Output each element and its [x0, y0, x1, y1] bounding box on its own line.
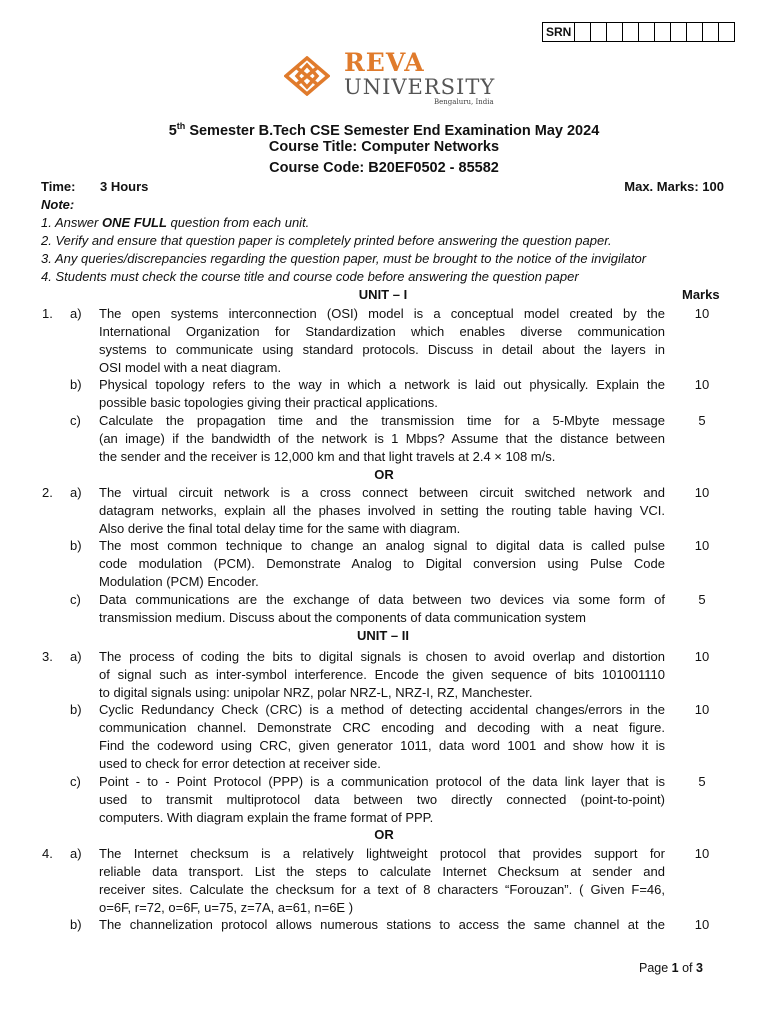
logo-subtitle: UNIVERSITY [344, 75, 496, 99]
university-logo [284, 50, 514, 110]
question-marks: 5 [698, 774, 706, 789]
note-line-2: 2. Verify and ensure that question paper is completely printed before answering the question paper. [41, 233, 612, 248]
part-label: b) [70, 377, 82, 392]
question-text: Cyclic Redundancy Check (CRC) is a method of detecting accidental changes/errors in the communication channel. Demonstrate CRC encoding and decoding with a neat figure. Find the codeword using CRC, given generator 1011, data word 1001 and show how it is used to check for error detection at receiver side. [99, 702, 665, 771]
question-text: Point - to - Point Protocol (PPP) is a communication protocol of the data link layer that is used to transmit multiprotocol data between two directly connected (point-to-point) computers. With diagram explain the frame format of PPP. [99, 774, 665, 825]
question-marks: 10 [694, 702, 710, 717]
question-marks: 10 [694, 485, 710, 500]
srn-cell [655, 23, 671, 41]
part-label: a) [70, 846, 82, 861]
time-label: Time: [41, 179, 76, 194]
max-marks: Max. Marks: 100 [624, 179, 724, 194]
note-line-3: 3. Any queries/discrepancies regarding the question paper, must be brought to the notice of the invigilator [41, 251, 647, 266]
unit-1-heading: UNIT – I [358, 287, 408, 302]
part-label: a) [70, 485, 82, 500]
question-number: 3. [42, 649, 53, 664]
unit-2-heading: UNIT – II [356, 628, 409, 643]
question-number: 4. [42, 846, 53, 861]
question-text: The open systems interconnection (OSI) model is a conceptual model created by the International Organization for Standardization which enables diverse communication systems to communicate using standard protocols. Discuss in detail about the layers in OSI model with a neat diagram. [99, 306, 665, 375]
srn-cell [575, 23, 591, 41]
question-marks: 10 [694, 538, 710, 553]
part-label: c) [70, 592, 81, 607]
question-number: 1. [42, 306, 53, 321]
question-text: The channelization protocol allows numerous stations to access the same channel at the [99, 917, 665, 932]
question-text: Data communications are the exchange of data between two devices via some form of transmission medium. Discuss about the components of data communication system [99, 592, 665, 625]
srn-box [542, 22, 735, 42]
logo-location: Bengaluru, India [434, 98, 494, 106]
question-marks: 10 [694, 917, 710, 932]
question-marks: 10 [694, 377, 710, 392]
srn-cell [607, 23, 623, 41]
question-text: The virtual circuit network is a cross connect between circuit switched network and datagram networks, explain all the phases involved in setting the routing table having VCI. Also derive the final total delay time for the same with diagram. [99, 485, 665, 536]
question-text: The process of coding the bits to digital signals is chosen to avoid overlap and distortion of signal such as inter-symbol interference. Encode the given sequence of bits 101001110 to digital signals using: unipolar NRZ, polar NRZ-L, NRZ-I, RZ, Manchester. [99, 649, 665, 700]
part-label: b) [70, 917, 82, 932]
srn-cell [703, 23, 719, 41]
question-number: 2. [42, 485, 53, 500]
part-label: b) [70, 702, 82, 717]
question-marks: 5 [698, 413, 706, 428]
part-label: a) [70, 649, 82, 664]
exam-title: 5th Semester B.Tech CSE Semester End Examination May 2024 [168, 121, 600, 139]
question-text: Physical topology refers to the way in which a network is laid out physically. Explain the possible basic topologies giving their practical applications. [99, 377, 665, 410]
or-separator: OR [374, 467, 394, 482]
page-indicator: Page 1 of 3 [639, 961, 703, 975]
srn-cell [687, 23, 703, 41]
course-title: Course Title: Computer Networks [268, 139, 500, 155]
question-marks: 5 [698, 592, 706, 607]
logo-name: REVA [344, 48, 425, 77]
or-separator: OR [374, 827, 394, 842]
time-value: 3 Hours [100, 179, 149, 194]
knot-emblem-icon [284, 56, 330, 96]
marks-heading: Marks [682, 287, 720, 302]
question-text: Calculate the propagation time and the transmission time for a 5-Mbyte message (an image) if the bandwidth of the network is 1 Mbps? Assume that the distance between the sender and the receiver is 12,000 km and that light travels at 2.4 × 108 m/s. [99, 413, 665, 464]
question-marks: 10 [694, 846, 710, 861]
srn-label: SRN [543, 23, 575, 41]
note-line-4: 4. Students must check the course title and course code before answering the question paper [41, 269, 579, 284]
question-text: The Internet checksum is a relatively lightweight protocol that provides support for reliable data transport. List the steps to calculate Internet Checksum at sender and receiver sites. Calculate the checksum for a text of 8 characters “Forouzan”. ( Given F=46, o=6F, r=72, o=6F, u=75, z=7A, a=61, n=6E ) [99, 846, 665, 915]
note-line-1: 1. Answer ONE FULL question from each unit. [41, 215, 310, 230]
exam-header [0, 116, 768, 179]
part-label: b) [70, 538, 82, 553]
part-label: a) [70, 306, 82, 321]
question-marks: 10 [694, 649, 710, 664]
srn-cell [639, 23, 655, 41]
part-label: c) [70, 413, 81, 428]
question-marks: 10 [694, 306, 710, 321]
note-label: Note: [41, 197, 75, 212]
srn-cell [719, 23, 734, 41]
question-text: The most common technique to change an analog signal to digital data is called pulse code modulation (PCM). Demonstrate Analog to Digital conversion using Pulse Code Modulation (PCM) Encoder. [99, 538, 665, 589]
srn-cell [623, 23, 639, 41]
srn-cell [591, 23, 607, 41]
part-label: c) [70, 774, 81, 789]
srn-cell [671, 23, 687, 41]
course-code: Course Code: B20EF0502 - 85582 [269, 160, 499, 176]
